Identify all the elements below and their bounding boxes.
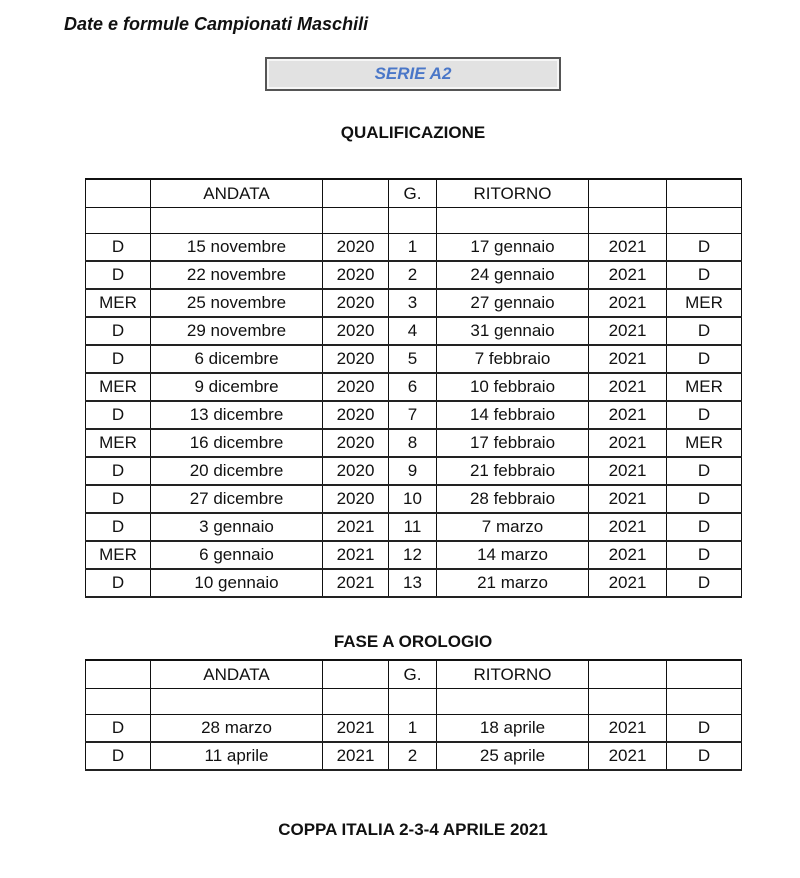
table-row <box>86 485 742 513</box>
giornata-cell: 8 <box>389 429 437 457</box>
table-row <box>86 234 742 262</box>
table-row <box>86 742 742 770</box>
year-andata-cell: 2020 <box>323 457 389 485</box>
table-row <box>86 401 742 429</box>
day-ritorno-cell: MER <box>667 289 742 317</box>
table-row <box>86 569 742 597</box>
day-andata-cell: D <box>86 345 151 373</box>
day-ritorno-cell: D <box>667 261 742 289</box>
year-ritorno-cell: 2021 <box>589 457 667 485</box>
day-ritorno-cell: D <box>667 715 742 743</box>
header-andata: ANDATA <box>151 660 323 689</box>
table-row <box>86 317 742 345</box>
giornata-cell: 10 <box>389 485 437 513</box>
date-ritorno-cell: 7 marzo <box>437 513 589 541</box>
date-ritorno-cell: 25 aprile <box>437 742 589 770</box>
year-andata-cell: 2021 <box>323 541 389 569</box>
header-ritorno: RITORNO <box>437 179 589 208</box>
date-andata-cell: 15 novembre <box>151 234 323 262</box>
day-andata-cell: D <box>86 261 151 289</box>
year-andata-cell: 2021 <box>323 715 389 743</box>
day-andata-cell: D <box>86 457 151 485</box>
document-title: Date e formule Campionati Maschili <box>64 14 369 34</box>
giornata-cell: 2 <box>389 742 437 770</box>
day-ritorno-cell: D <box>667 317 742 345</box>
day-andata-cell: D <box>86 317 151 345</box>
date-ritorno-cell: 31 gennaio <box>437 317 589 345</box>
table-row <box>86 513 742 541</box>
year-ritorno-cell: 2021 <box>589 373 667 401</box>
date-andata-cell: 6 dicembre <box>151 345 323 373</box>
date-andata-cell: 27 dicembre <box>151 485 323 513</box>
giornata-cell: 7 <box>389 401 437 429</box>
date-andata-cell: 25 novembre <box>151 289 323 317</box>
day-ritorno-cell: D <box>667 457 742 485</box>
year-ritorno-cell: 2021 <box>589 289 667 317</box>
day-andata-cell: D <box>86 234 151 262</box>
date-ritorno-cell: 17 gennaio <box>437 234 589 262</box>
date-ritorno-cell: 21 marzo <box>437 569 589 597</box>
day-ritorno-cell: MER <box>667 373 742 401</box>
day-ritorno-cell: D <box>667 513 742 541</box>
year-andata-cell: 2020 <box>323 345 389 373</box>
day-ritorno-cell: D <box>667 742 742 770</box>
table-row <box>86 261 742 289</box>
date-andata-cell: 3 gennaio <box>151 513 323 541</box>
date-andata-cell: 6 gennaio <box>151 541 323 569</box>
day-ritorno-cell: D <box>667 345 742 373</box>
year-andata-cell: 2021 <box>323 569 389 597</box>
year-ritorno-cell: 2021 <box>589 485 667 513</box>
clock-phase-title: FASE A OROLOGIO <box>333 632 493 651</box>
day-andata-cell: MER <box>86 289 151 317</box>
date-ritorno-cell: 7 febbraio <box>437 345 589 373</box>
date-ritorno-cell: 28 febbraio <box>437 485 589 513</box>
year-ritorno-cell: 2021 <box>589 569 667 597</box>
giornata-cell: 5 <box>389 345 437 373</box>
day-andata-cell: D <box>86 742 151 770</box>
year-ritorno-cell: 2021 <box>589 429 667 457</box>
qualification-table <box>85 178 742 598</box>
day-ritorno-cell: D <box>667 541 742 569</box>
table-row <box>86 289 742 317</box>
day-ritorno-cell: D <box>667 569 742 597</box>
year-andata-cell: 2021 <box>323 513 389 541</box>
giornata-cell: 9 <box>389 457 437 485</box>
date-andata-cell: 11 aprile <box>151 742 323 770</box>
date-andata-cell: 16 dicembre <box>151 429 323 457</box>
day-ritorno-cell: D <box>667 234 742 262</box>
year-andata-cell: 2020 <box>323 289 389 317</box>
year-ritorno-cell: 2021 <box>589 513 667 541</box>
date-ritorno-cell: 17 febbraio <box>437 429 589 457</box>
table-spacer-row <box>86 689 742 715</box>
year-ritorno-cell: 2021 <box>589 742 667 770</box>
day-ritorno-cell: MER <box>667 429 742 457</box>
year-ritorno-cell: 2021 <box>589 317 667 345</box>
date-andata-cell: 9 dicembre <box>151 373 323 401</box>
table-row <box>86 373 742 401</box>
table-spacer-row <box>86 208 742 234</box>
day-ritorno-cell: D <box>667 485 742 513</box>
date-andata-cell: 28 marzo <box>151 715 323 743</box>
date-ritorno-cell: 18 aprile <box>437 715 589 743</box>
date-andata-cell: 22 novembre <box>151 261 323 289</box>
header-ritorno: RITORNO <box>437 660 589 689</box>
table-row <box>86 715 742 743</box>
day-andata-cell: D <box>86 715 151 743</box>
year-andata-cell: 2020 <box>323 429 389 457</box>
year-ritorno-cell: 2021 <box>589 234 667 262</box>
date-ritorno-cell: 24 gennaio <box>437 261 589 289</box>
date-ritorno-cell: 14 febbraio <box>437 401 589 429</box>
table-header-row <box>86 179 742 208</box>
day-andata-cell: MER <box>86 541 151 569</box>
year-andata-cell: 2020 <box>323 485 389 513</box>
giornata-cell: 4 <box>389 317 437 345</box>
year-ritorno-cell: 2021 <box>589 345 667 373</box>
date-ritorno-cell: 14 marzo <box>437 541 589 569</box>
header-giornata: G. <box>389 660 437 689</box>
year-andata-cell: 2021 <box>323 742 389 770</box>
year-andata-cell: 2020 <box>323 373 389 401</box>
date-andata-cell: 13 dicembre <box>151 401 323 429</box>
giornata-cell: 12 <box>389 541 437 569</box>
day-andata-cell: D <box>86 485 151 513</box>
date-ritorno-cell: 27 gennaio <box>437 289 589 317</box>
header-giornata: G. <box>389 179 437 208</box>
giornata-cell: 13 <box>389 569 437 597</box>
year-ritorno-cell: 2021 <box>589 715 667 743</box>
day-ritorno-cell: D <box>667 401 742 429</box>
year-andata-cell: 2020 <box>323 317 389 345</box>
giornata-cell: 2 <box>389 261 437 289</box>
year-andata-cell: 2020 <box>323 401 389 429</box>
giornata-cell: 11 <box>389 513 437 541</box>
year-andata-cell: 2020 <box>323 261 389 289</box>
table-row <box>86 457 742 485</box>
day-andata-cell: MER <box>86 429 151 457</box>
day-andata-cell: D <box>86 513 151 541</box>
date-ritorno-cell: 21 febbraio <box>437 457 589 485</box>
date-andata-cell: 20 dicembre <box>151 457 323 485</box>
table-row <box>86 541 742 569</box>
date-andata-cell: 29 novembre <box>151 317 323 345</box>
year-ritorno-cell: 2021 <box>589 261 667 289</box>
year-ritorno-cell: 2021 <box>589 401 667 429</box>
footer-title: COPPA ITALIA 2-3-4 APRILE 2021 <box>278 820 548 839</box>
table-header-row <box>86 660 742 689</box>
giornata-cell: 6 <box>389 373 437 401</box>
series-label: SERIE A2 <box>374 64 452 83</box>
date-ritorno-cell: 10 febbraio <box>437 373 589 401</box>
year-andata-cell: 2020 <box>323 234 389 262</box>
day-andata-cell: D <box>86 401 151 429</box>
giornata-cell: 1 <box>389 234 437 262</box>
clock-phase-table <box>85 659 742 771</box>
table-row <box>86 345 742 373</box>
table-row <box>86 429 742 457</box>
date-andata-cell: 10 gennaio <box>151 569 323 597</box>
year-ritorno-cell: 2021 <box>589 541 667 569</box>
header-andata: ANDATA <box>151 179 323 208</box>
giornata-cell: 3 <box>389 289 437 317</box>
day-andata-cell: D <box>86 569 151 597</box>
day-andata-cell: MER <box>86 373 151 401</box>
series-box <box>265 57 561 91</box>
qualification-title: QUALIFICAZIONE <box>340 123 486 142</box>
giornata-cell: 1 <box>389 715 437 743</box>
